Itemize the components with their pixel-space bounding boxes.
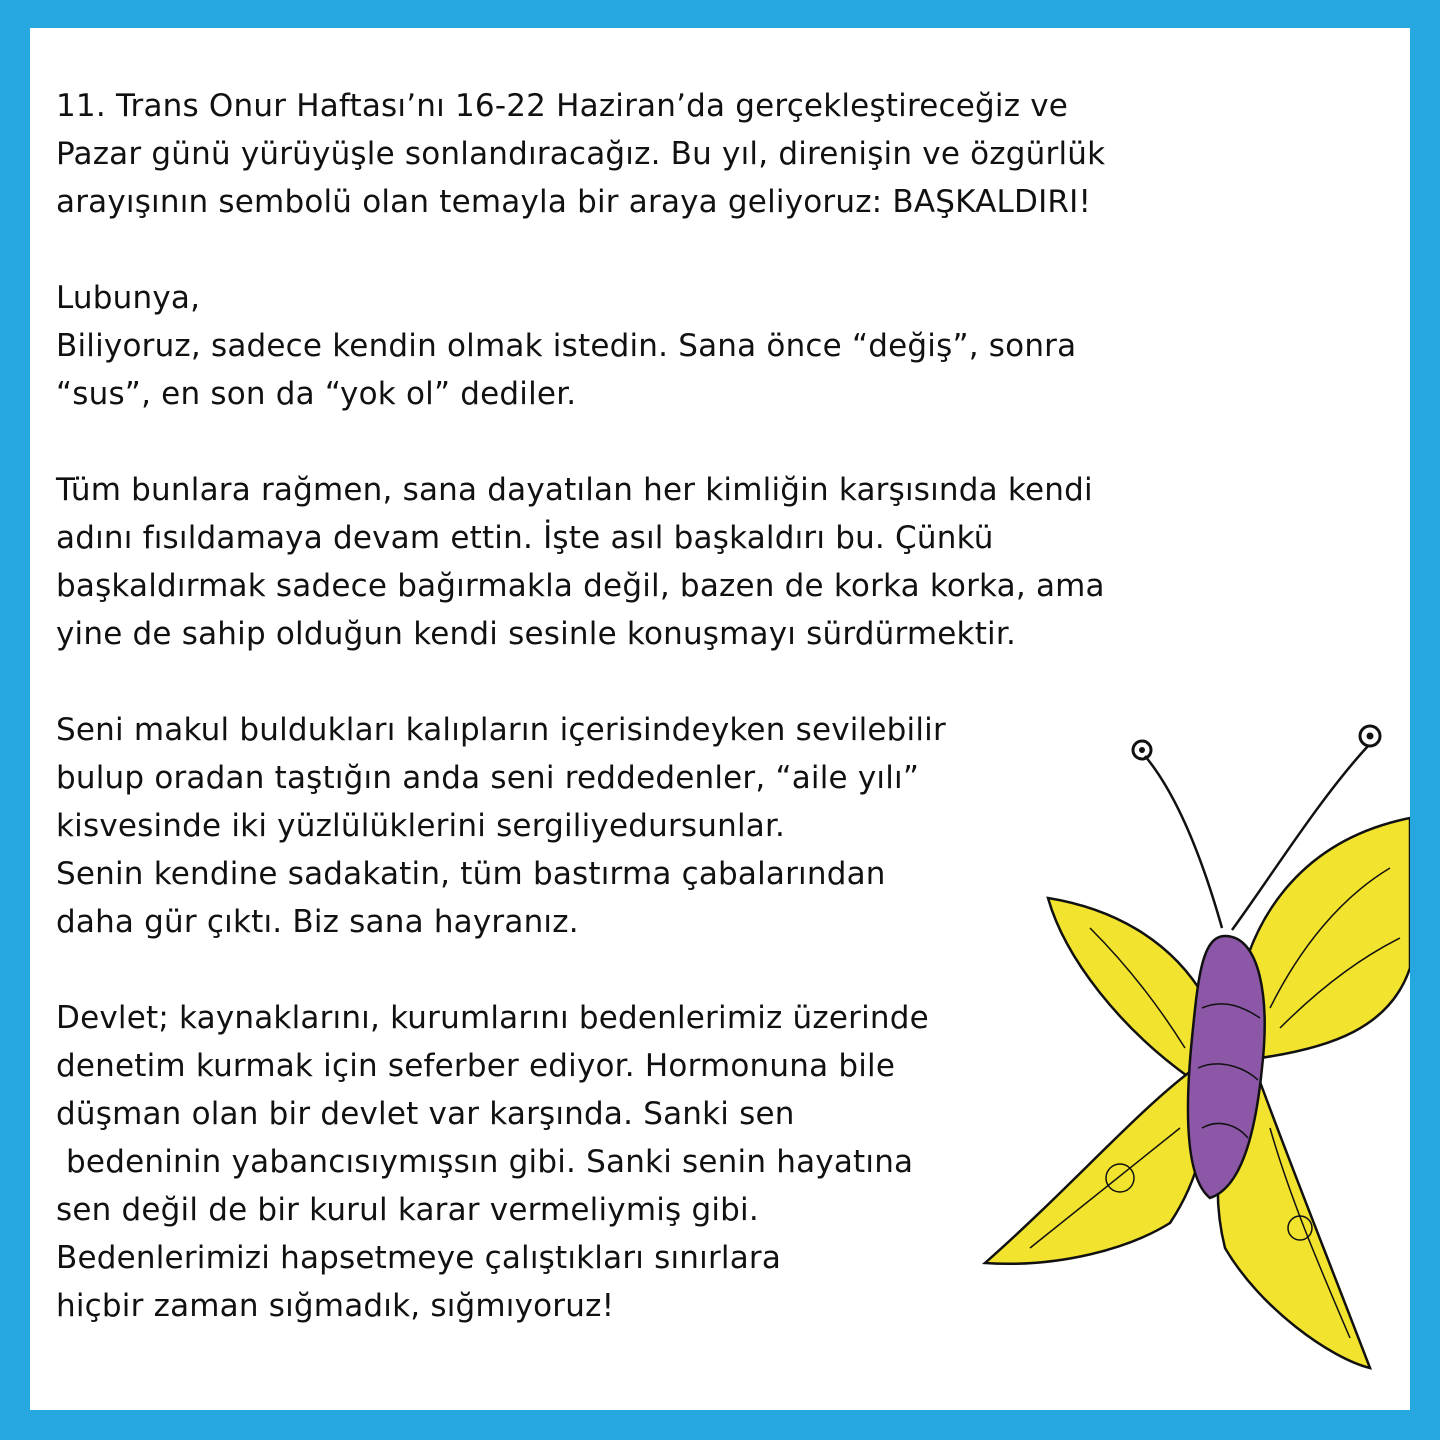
text-line: kisvesinde iki yüzlülüklerini sergiliyedursunlar. <box>56 808 786 844</box>
text-line: Pazar günü yürüyüşle sonlandıracağız. Bu yıl, direnişin ve özgürlük <box>56 136 1106 172</box>
text-line: daha gür çıktı. Biz sana hayranız. <box>56 904 579 940</box>
post-card <box>30 28 1410 1410</box>
text-line: Biliyoruz, sadece kendin olmak istedin. Sana önce “değiş”, sonra <box>56 328 1077 364</box>
text-line: Seni makul buldukları kalıpların içerisindeyken sevilebilir <box>56 712 946 748</box>
paragraph-intro <box>56 82 1386 226</box>
butterfly-icon <box>970 708 1410 1408</box>
text-line: bedeninin yabancısıymışsın gibi. Sanki senin hayatına <box>56 1144 914 1180</box>
text-line: düşman olan bir devlet var karşında. Sanki sen <box>56 1096 795 1132</box>
text-line: adını fısıldamaya devam ettin. İşte asıl başkaldırı bu. Çünkü <box>56 520 994 556</box>
text-line: hiçbir zaman sığmadık, sığmıyoruz! <box>56 1288 615 1324</box>
text-line: yine de sahip olduğun kendi sesinle konuşmayı sürdürmektir. <box>56 616 1017 652</box>
paragraph-resistance <box>56 466 1386 658</box>
text-line: Senin kendine sadakatin, tüm bastırma çabalarından <box>56 856 886 892</box>
text-line: 11. Trans Onur Haftası’nı 16-22 Haziran’da gerçekleştireceğiz ve <box>56 88 1069 124</box>
text-line: sen değil de bir kurul karar vermeliymiş gibi. <box>56 1192 759 1228</box>
text-line: arayışının sembolü olan temayla bir araya geliyoruz: BAŞKALDIRI! <box>56 184 1092 220</box>
text-line: bulup oradan taştığın anda seni reddedenler, “aile yılı” <box>56 760 920 796</box>
text-line: Lubunya, <box>56 280 201 316</box>
paragraph-address <box>56 274 1386 418</box>
text-line: denetim kurmak için seferber ediyor. Hormonuna bile <box>56 1048 896 1084</box>
text-line: “sus”, en son da “yok ol” dediler. <box>56 376 577 412</box>
text-line: Bedenlerimizi hapsetmeye çalıştıkları sınırlara <box>56 1240 782 1276</box>
text-line: Tüm bunlara rağmen, sana dayatılan her kimliğin karşısında kendi <box>56 472 1093 508</box>
text-line: başkaldırmak sadece bağırmakla değil, bazen de korka korka, ama <box>56 568 1105 604</box>
text-line: Devlet; kaynaklarını, kurumlarını bedenlerimiz üzerinde <box>56 1000 929 1036</box>
